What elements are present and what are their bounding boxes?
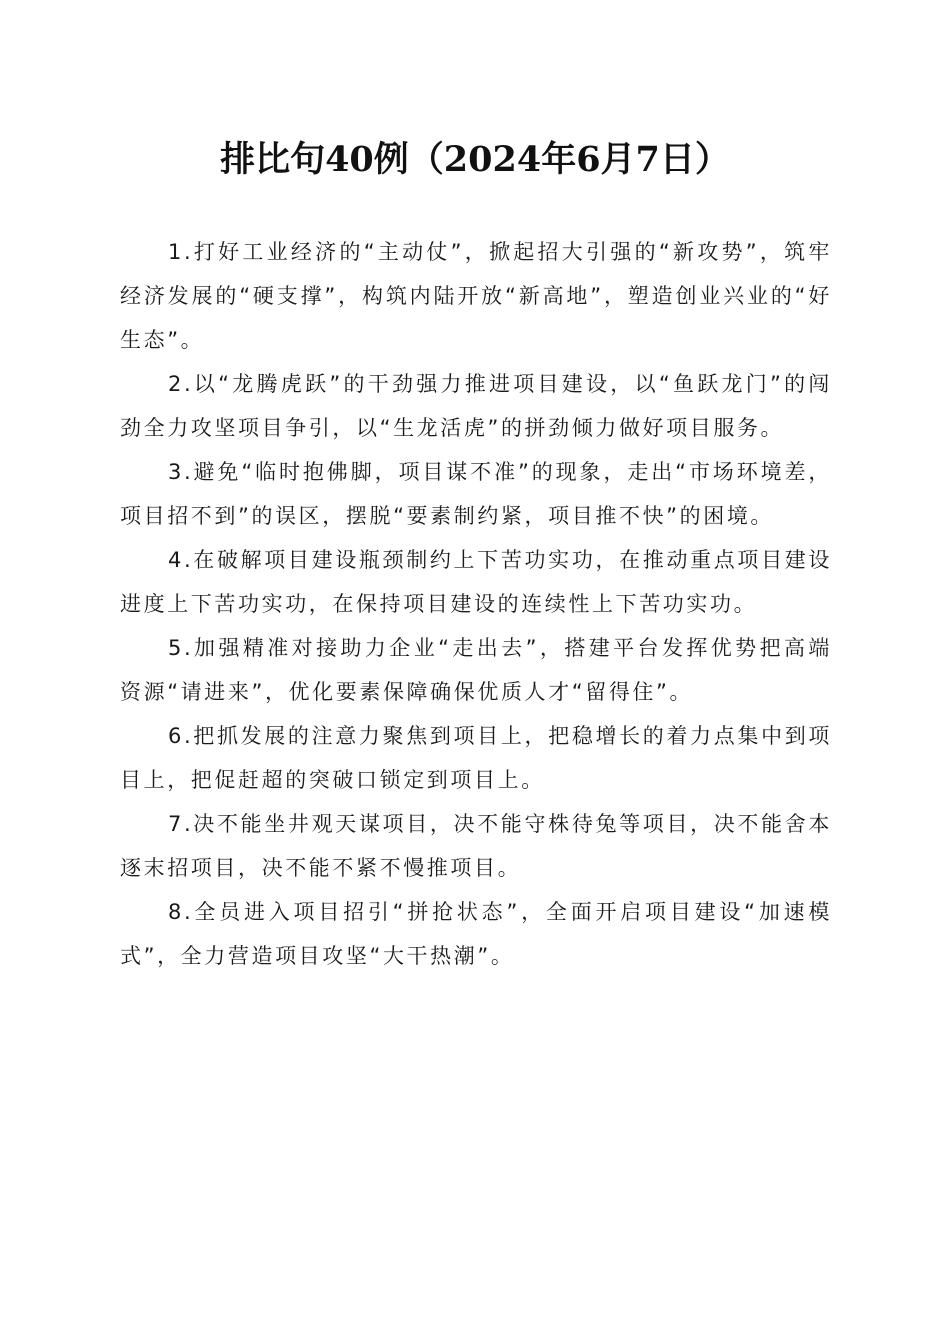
paragraph-3: 3.避免“临时抱佛脚，项目谋不准”的现象，走出“市场环境差，项目招不到”的误区，摆脱“要素制约紧，项目推不快”的困境。: [120, 460, 832, 528]
paragraph-5: 5.加强精准对接助力企业“走出去”，搭建平台发挥优势把高端资源“请进来”，优化要素保障确保优质人才“留得住”。: [120, 636, 832, 704]
paragraph-4: 4.在破解项目建设瓶颈制约上下苦功实功，在推动重点项目建设进度上下苦功实功，在保持项目建设的连续性上下苦功实功。: [120, 548, 832, 616]
document-title: 排比句40例（2024年6月7日）: [220, 139, 730, 180]
paragraph-2: 2.以“龙腾虎跃”的干劲强力推进项目建设，以“鱼跃龙门”的闯劲全力攻坚项目争引，以“生龙活虎”的拼劲倾力做好项目服务。: [120, 372, 832, 440]
paragraph-6: 6.把抓发展的注意力聚焦到项目上，把稳增长的着力点集中到项目上，把促赶超的突破口锁定到项目上。: [120, 724, 832, 792]
paragraph-7: 7.决不能坐井观天谋项目，决不能守株待兔等项目，决不能舍本逐末招项目，决不能不紧不慢推项目。: [120, 812, 832, 880]
paragraph-8: 8.全员进入项目招引“拼抢状态”，全面开启项目建设“加速模式”，全力营造项目攻坚“大干热潮”。: [120, 900, 832, 968]
document-body: [120, 230, 832, 978]
paragraph-1: 1.打好工业经济的“主动仗”，掀起招大引强的“新攻势”，筑牢经济发展的“硬支撑”，构筑内陆开放“新高地”，塑造创业兴业的“好生态”。: [120, 240, 832, 352]
